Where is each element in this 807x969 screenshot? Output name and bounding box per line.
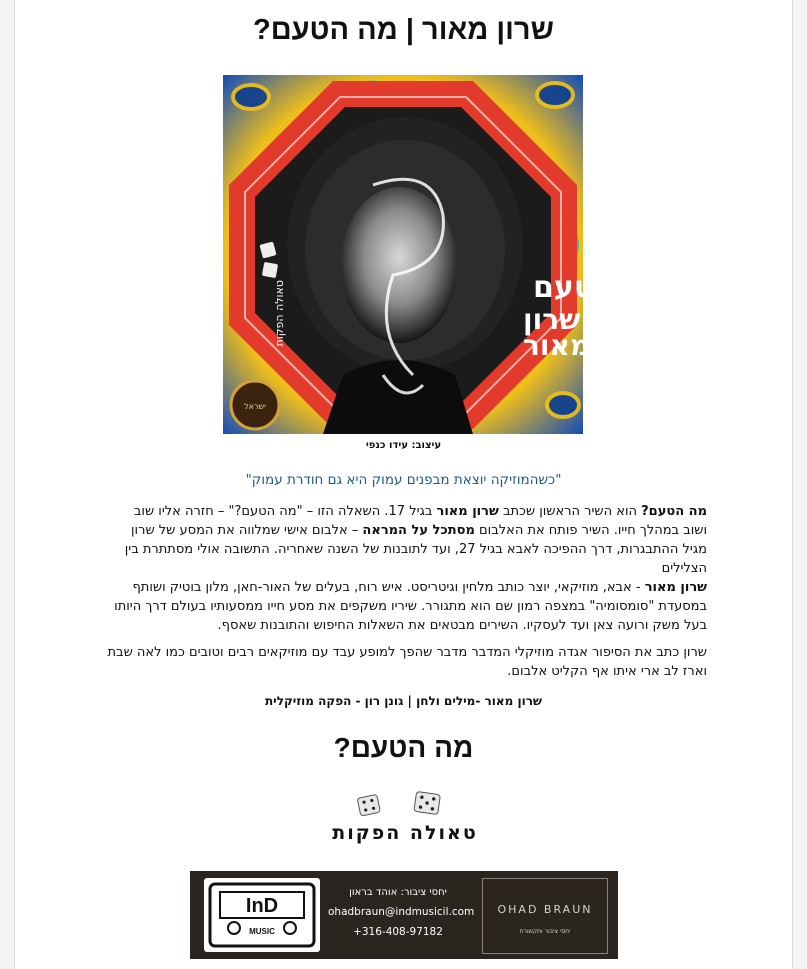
- intro-bold-artist: שרון מאור: [436, 504, 499, 519]
- intro-bold-song: מה הטעם?: [641, 504, 707, 519]
- pr-contact: [328, 871, 475, 959]
- paragraph-intro: [107, 502, 707, 578]
- image-caption: עיצוב: עידו כנפי: [365, 440, 442, 451]
- album-cover-art: [223, 75, 668, 434]
- pr-banner: [190, 871, 618, 959]
- intro-text-1: הוא השיר הראשון שכתב: [498, 504, 642, 519]
- intro-bold-album: מסתכל על המראה: [362, 523, 475, 538]
- pr-email[interactable]: ohadbraun@indmusicil.com: [328, 906, 475, 918]
- bio-text: - אבא, מוזיקאי, יוצר כותב מלחין וגיטריסט. איש רוח, בעלים של האור-חאן, מלון בוטיק ושותף במסעדת "סומסומיה" במצפה רמון שם הוא מתגורר. שיריו משקפים את מסע חייו ממסעותיו בעולם דרך היותו בעל משק ורועה צאן ועד לעסקיו. השירים מבטאים את השאלות החיפוש והתובנות שאסף.: [114, 580, 707, 633]
- ind-logo-sub: MUSIC: [249, 927, 275, 936]
- song-title-heading: מה הטעם?: [333, 732, 474, 763]
- pull-quote: "כשהמוזיקה יוצאת מבפנים עמוק היא גם חודרת עמוק": [245, 472, 562, 488]
- album-cover: [223, 75, 668, 434]
- cover-side-text: טאולה הפקות: [273, 280, 286, 347]
- article-page: [14, 0, 793, 969]
- page-title: שרון מאור | מה הטעם?: [253, 14, 554, 46]
- ind-logo-text: InD: [245, 895, 279, 917]
- dice-icon: [315, 790, 495, 820]
- brand-name: OHAD BRAUN: [497, 903, 593, 916]
- cover-artist-line2: מאור: [523, 329, 591, 362]
- cassette-icon: [204, 878, 320, 952]
- brand-sub: יחסי ציבור ותקשורת: [519, 928, 571, 935]
- paragraph-story: שרון כתב את הסיפור אגדה מוזיקלי המדבר מדבר שהפך למופע עבד עם מוזיקאים רבים וטובים כמו לאה שבת וארז לב ארי איתו אף הקליט אלבום.: [107, 645, 707, 679]
- intro-text-2: בגיל 17. השאלה הזו – "מה הטעם?" – חזרה אליו שוב ושוב במהלך חייו. השיר פותח את האלבום: [133, 504, 707, 538]
- label-logo-text: טאולה הפקות: [332, 822, 478, 844]
- credits-line: שרון מאור -מילים ולחן | גונן רון - הפקה מוזיקלית: [264, 694, 543, 708]
- cover-seal-text: ישראל: [244, 402, 266, 411]
- cover-artist-line1: שרון: [523, 303, 581, 336]
- bio-bold-artist: שרון מאור: [644, 580, 707, 595]
- cover-title: מה הטעם: [533, 270, 668, 305]
- pr-phone[interactable]: +316-408-97182: [353, 926, 443, 938]
- intro-text-3: – אלבום אישי שמלווה את המסע של שרון מגיל ההתבגרות, דרך ההפיכה לאבא בגיל 27, ועד לתובנות של השנה שאחריה. התשובה אולי מסתתרת בין הצלילים: [124, 523, 707, 576]
- paragraph-bio: [107, 578, 707, 635]
- label-logo: [315, 790, 495, 844]
- pr-title: יחסי ציבור: אוהד בראון: [349, 887, 447, 898]
- ind-music-logo: [204, 878, 320, 952]
- ohad-braun-logo: [482, 878, 608, 954]
